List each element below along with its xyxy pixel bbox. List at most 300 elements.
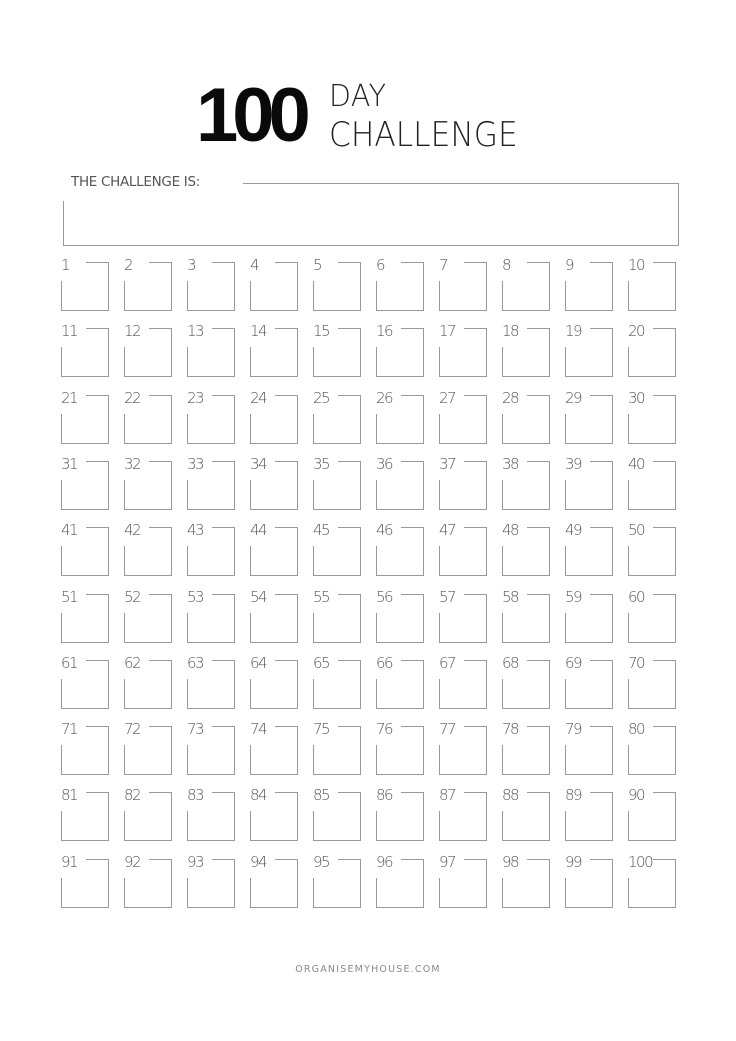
day-number: 69	[565, 654, 582, 672]
checkbox-border	[401, 262, 423, 263]
day-checkbox[interactable]	[313, 322, 363, 380]
checkbox-border	[187, 310, 235, 311]
checkbox-border	[149, 527, 171, 528]
day-number: 13	[187, 322, 204, 340]
checkbox-border	[439, 613, 440, 642]
checkbox-border	[423, 859, 424, 907]
day-number: 46	[376, 521, 393, 539]
day-number: 50	[628, 521, 645, 539]
day-number: 36	[376, 455, 393, 473]
checkbox-border	[124, 708, 172, 709]
footer-website: ORGANISEMYHOUSE.COM	[295, 964, 441, 975]
checkbox-border	[612, 527, 613, 575]
day-number: 79	[565, 720, 582, 738]
day-checkbox[interactable]	[187, 853, 237, 911]
day-number: 62	[124, 654, 141, 672]
checkbox-border	[313, 414, 314, 443]
checkbox-border	[439, 840, 487, 841]
checkbox-border	[565, 443, 613, 444]
checkbox-border	[124, 480, 125, 509]
day-checkbox[interactable]	[124, 322, 174, 380]
day-checkbox[interactable]	[61, 588, 111, 646]
checkbox-border	[234, 660, 235, 708]
checkbox-border	[675, 660, 676, 708]
day-number: 53	[187, 588, 204, 606]
day-number: 73	[187, 720, 204, 738]
day-checkbox[interactable]	[565, 322, 615, 380]
checkbox-border	[171, 395, 172, 443]
day-number: 74	[250, 720, 267, 738]
day-checkbox[interactable]	[376, 389, 426, 447]
day-checkbox[interactable]	[313, 720, 363, 778]
day-number: 67	[439, 654, 456, 672]
checkbox-border	[171, 660, 172, 708]
checkbox-border	[423, 461, 424, 509]
checkbox-border	[527, 660, 549, 661]
checkbox-border	[86, 660, 108, 661]
day-checkbox[interactable]	[376, 455, 426, 513]
checkbox-border	[338, 726, 360, 727]
checkbox-border	[486, 262, 487, 310]
checkbox-border	[376, 679, 377, 708]
day-number: 56	[376, 588, 393, 606]
day-checkbox[interactable]	[250, 389, 300, 447]
checkbox-border	[234, 262, 235, 310]
checkbox-border	[527, 328, 549, 329]
checkbox-border	[628, 679, 629, 708]
checkbox-border	[234, 395, 235, 443]
day-checkbox[interactable]	[187, 521, 237, 579]
checkbox-border	[338, 395, 360, 396]
checkbox-border	[439, 546, 440, 575]
checkbox-border	[250, 878, 251, 907]
title-number: 100	[196, 73, 305, 158]
day-checkbox[interactable]	[628, 322, 678, 380]
checkbox-border	[502, 878, 503, 907]
checkbox-border	[502, 480, 503, 509]
checkbox-border	[527, 859, 549, 860]
day-checkbox[interactable]	[628, 853, 678, 911]
checkbox-border	[401, 660, 423, 661]
checkbox-border	[612, 859, 613, 907]
checkbox-border	[124, 679, 125, 708]
day-checkbox[interactable]	[376, 853, 426, 911]
day-number: 77	[439, 720, 456, 738]
day-checkbox[interactable]	[628, 389, 678, 447]
checkbox-border	[124, 878, 125, 907]
day-checkbox[interactable]	[61, 389, 111, 447]
checkbox-border	[376, 376, 424, 377]
day-number: 29	[565, 389, 582, 407]
day-checkbox[interactable]	[628, 654, 678, 712]
checkbox-border	[590, 461, 612, 462]
checkbox-border	[212, 395, 234, 396]
day-checkbox[interactable]	[313, 853, 363, 911]
checkbox-border	[61, 613, 62, 642]
checkbox-border	[502, 907, 550, 908]
checkbox-border	[171, 726, 172, 774]
day-checkbox[interactable]	[250, 786, 300, 844]
day-checkbox[interactable]	[628, 256, 678, 314]
day-number: 88	[502, 786, 519, 804]
day-number: 64	[250, 654, 267, 672]
day-checkbox[interactable]	[565, 853, 615, 911]
day-checkbox[interactable]	[250, 654, 300, 712]
day-checkbox[interactable]	[565, 588, 615, 646]
checkbox-border	[124, 443, 172, 444]
day-checkbox[interactable]	[124, 853, 174, 911]
day-checkbox[interactable]	[376, 588, 426, 646]
checkbox-border	[628, 546, 629, 575]
day-checkbox[interactable]	[628, 455, 678, 513]
checkbox-border	[590, 660, 612, 661]
checkbox-border	[212, 527, 234, 528]
checkbox-border	[171, 461, 172, 509]
checkbox-border	[234, 328, 235, 376]
checkbox-border	[502, 811, 503, 840]
day-checkbox[interactable]	[313, 588, 363, 646]
checkbox-border	[250, 840, 298, 841]
checkbox-border	[549, 461, 550, 509]
checkbox-border	[313, 907, 361, 908]
checkbox-border	[360, 594, 361, 642]
checkbox-border	[250, 376, 298, 377]
day-checkbox[interactable]	[124, 389, 174, 447]
checkbox-border	[360, 859, 361, 907]
day-checkbox[interactable]	[502, 389, 552, 447]
day-checkbox[interactable]	[502, 720, 552, 778]
checkbox-border	[439, 414, 440, 443]
day-number: 85	[313, 786, 330, 804]
checkbox-border	[187, 509, 235, 510]
day-checkbox[interactable]	[250, 256, 300, 314]
day-checkbox[interactable]	[565, 521, 615, 579]
day-checkbox[interactable]	[250, 455, 300, 513]
day-checkbox[interactable]	[61, 455, 111, 513]
checkbox-border	[565, 745, 566, 774]
checkbox-border	[653, 594, 675, 595]
checkbox-border	[250, 414, 251, 443]
checkbox-border	[502, 840, 550, 841]
checkbox-border	[360, 660, 361, 708]
checkbox-border	[275, 660, 297, 661]
checkbox-border	[565, 878, 566, 907]
day-checkbox[interactable]	[565, 720, 615, 778]
checkbox-border	[108, 726, 109, 774]
day-checkbox[interactable]	[439, 455, 489, 513]
checkbox-border	[124, 613, 125, 642]
checkbox-border	[653, 461, 675, 462]
checkbox-border	[439, 708, 487, 709]
checkbox-border	[675, 328, 676, 376]
challenge-input[interactable]	[66, 188, 678, 244]
checkbox-border	[297, 328, 298, 376]
checkbox-border	[61, 708, 109, 709]
checkbox-border	[124, 811, 125, 840]
day-checkbox[interactable]	[439, 654, 489, 712]
day-checkbox[interactable]	[376, 521, 426, 579]
checkbox-border	[124, 310, 172, 311]
checkbox-border	[187, 642, 235, 643]
checkbox-border	[313, 281, 314, 310]
checkbox-border	[502, 575, 550, 576]
day-checkbox[interactable]	[250, 588, 300, 646]
checkbox-border	[149, 461, 171, 462]
day-checkbox[interactable]	[502, 256, 552, 314]
day-checkbox[interactable]	[439, 389, 489, 447]
day-checkbox[interactable]	[502, 322, 552, 380]
day-checkbox[interactable]	[61, 322, 111, 380]
day-number: 3	[187, 256, 196, 274]
day-checkbox[interactable]	[313, 786, 363, 844]
day-number: 25	[313, 389, 330, 407]
checkbox-border	[628, 414, 629, 443]
checkbox-border	[527, 792, 549, 793]
checkbox-border	[108, 328, 109, 376]
day-checkbox[interactable]	[502, 654, 552, 712]
checkbox-border	[439, 509, 487, 510]
checkbox-border	[675, 726, 676, 774]
day-checkbox[interactable]	[628, 720, 678, 778]
day-checkbox[interactable]	[502, 786, 552, 844]
day-checkbox[interactable]	[376, 654, 426, 712]
day-number: 33	[187, 455, 204, 473]
day-checkbox[interactable]	[502, 853, 552, 911]
day-checkbox[interactable]	[502, 588, 552, 646]
checkbox-border	[628, 708, 676, 709]
checkbox-border	[313, 811, 314, 840]
day-checkbox[interactable]	[250, 521, 300, 579]
day-checkbox[interactable]	[124, 521, 174, 579]
checkbox-border	[61, 347, 62, 376]
day-number: 66	[376, 654, 393, 672]
checkbox-border	[360, 262, 361, 310]
checkbox-border	[502, 310, 550, 311]
day-checkbox[interactable]	[124, 720, 174, 778]
day-checkbox[interactable]	[502, 521, 552, 579]
checkbox-border	[86, 461, 108, 462]
checkbox-border	[628, 642, 676, 643]
day-checkbox[interactable]	[61, 853, 111, 911]
day-checkbox[interactable]	[376, 720, 426, 778]
day-checkbox[interactable]	[439, 853, 489, 911]
checkbox-border	[187, 840, 235, 841]
day-checkbox[interactable]	[61, 521, 111, 579]
checkbox-border	[338, 527, 360, 528]
checkbox-border	[187, 347, 188, 376]
checkbox-border	[423, 594, 424, 642]
day-checkbox[interactable]	[439, 720, 489, 778]
checkbox-border	[149, 594, 171, 595]
day-checkbox[interactable]	[187, 322, 237, 380]
checkbox-border	[313, 509, 361, 510]
checkbox-border	[297, 726, 298, 774]
day-checkbox[interactable]	[565, 389, 615, 447]
checkbox-border	[612, 461, 613, 509]
day-checkbox[interactable]	[187, 455, 237, 513]
checkbox-border	[250, 347, 251, 376]
day-checkbox[interactable]	[313, 256, 363, 314]
checkbox-border	[628, 745, 629, 774]
checkbox-border	[149, 328, 171, 329]
day-number: 47	[439, 521, 456, 539]
day-checkbox[interactable]	[313, 455, 363, 513]
checkbox-border	[250, 708, 298, 709]
day-checkbox[interactable]	[124, 256, 174, 314]
day-number: 59	[565, 588, 582, 606]
day-number: 97	[439, 853, 456, 871]
day-checkbox[interactable]	[439, 256, 489, 314]
checkbox-border	[212, 726, 234, 727]
checkbox-border	[313, 708, 361, 709]
day-checkbox[interactable]	[628, 588, 678, 646]
checkbox-border	[250, 907, 298, 908]
day-number: 96	[376, 853, 393, 871]
checkbox-border	[124, 907, 172, 908]
day-checkbox[interactable]	[439, 588, 489, 646]
day-checkbox[interactable]	[565, 654, 615, 712]
day-number: 72	[124, 720, 141, 738]
checkbox-border	[108, 859, 109, 907]
day-number: 82	[124, 786, 141, 804]
checkbox-border	[502, 443, 550, 444]
checkbox-border	[275, 726, 297, 727]
checkbox-border	[360, 792, 361, 840]
day-checkbox[interactable]	[250, 720, 300, 778]
day-number: 95	[313, 853, 330, 871]
day-checkbox[interactable]	[187, 720, 237, 778]
checkbox-border	[549, 395, 550, 443]
checkbox-border	[338, 660, 360, 661]
checkbox-border	[439, 443, 487, 444]
day-checkbox[interactable]	[376, 786, 426, 844]
checkbox-border	[338, 328, 360, 329]
day-checkbox[interactable]	[313, 521, 363, 579]
day-checkbox[interactable]	[250, 322, 300, 380]
day-checkbox[interactable]	[439, 786, 489, 844]
day-checkbox[interactable]	[313, 654, 363, 712]
day-checkbox[interactable]	[124, 654, 174, 712]
day-checkbox[interactable]	[376, 322, 426, 380]
day-number: 83	[187, 786, 204, 804]
checkbox-border	[565, 679, 566, 708]
day-number: 63	[187, 654, 204, 672]
checkbox-border	[612, 792, 613, 840]
checkbox-border	[187, 376, 235, 377]
day-checkbox[interactable]	[565, 256, 615, 314]
checkbox-border	[297, 395, 298, 443]
checkbox-border	[61, 642, 109, 643]
day-number: 91	[61, 853, 78, 871]
day-number: 18	[502, 322, 519, 340]
day-number: 48	[502, 521, 519, 539]
day-number: 1	[61, 256, 70, 274]
checkbox-border	[338, 792, 360, 793]
checkbox-border	[565, 509, 613, 510]
day-checkbox[interactable]	[502, 455, 552, 513]
checkbox-border	[212, 262, 234, 263]
day-checkbox[interactable]	[187, 389, 237, 447]
day-checkbox[interactable]	[250, 853, 300, 911]
day-checkbox[interactable]	[124, 786, 174, 844]
checkbox-border	[360, 726, 361, 774]
checkbox-border	[502, 613, 503, 642]
day-checkbox[interactable]	[124, 588, 174, 646]
checkbox-border	[675, 395, 676, 443]
day-checkbox[interactable]	[187, 256, 237, 314]
checkbox-border	[628, 443, 676, 444]
day-checkbox[interactable]	[187, 654, 237, 712]
checkbox-border	[464, 859, 486, 860]
checkbox-border	[565, 575, 613, 576]
checkbox-border	[401, 726, 423, 727]
checkbox-border	[376, 310, 424, 311]
checkbox-border	[250, 774, 298, 775]
checkbox-border	[108, 594, 109, 642]
day-checkbox[interactable]	[187, 588, 237, 646]
checkbox-border	[313, 642, 361, 643]
day-checkbox[interactable]	[628, 521, 678, 579]
day-number: 81	[61, 786, 78, 804]
day-checkbox[interactable]	[439, 322, 489, 380]
day-number: 58	[502, 588, 519, 606]
checkbox-border	[234, 726, 235, 774]
checkbox-border	[108, 395, 109, 443]
checkbox-border	[401, 594, 423, 595]
checkbox-border	[439, 745, 440, 774]
checkbox-border	[360, 395, 361, 443]
day-checkbox[interactable]	[61, 256, 111, 314]
checkbox-border	[149, 262, 171, 263]
checkbox-border	[250, 811, 251, 840]
day-number: 4	[250, 256, 259, 274]
checkbox-border	[360, 461, 361, 509]
day-checkbox[interactable]	[565, 786, 615, 844]
challenge-box-right-line	[678, 183, 679, 245]
day-number: 49	[565, 521, 582, 539]
day-checkbox[interactable]	[187, 786, 237, 844]
checkbox-border	[250, 281, 251, 310]
day-checkbox[interactable]	[439, 521, 489, 579]
checkbox-border	[313, 679, 314, 708]
checkbox-border	[464, 792, 486, 793]
checkbox-border	[653, 328, 675, 329]
checkbox-border	[502, 679, 503, 708]
day-checkbox[interactable]	[313, 389, 363, 447]
checkbox-border	[439, 679, 440, 708]
day-number: 54	[250, 588, 267, 606]
day-number: 8	[502, 256, 511, 274]
checkbox-border	[171, 594, 172, 642]
checkbox-border	[61, 679, 62, 708]
day-checkbox[interactable]	[628, 786, 678, 844]
day-checkbox[interactable]	[376, 256, 426, 314]
checkbox-border	[502, 509, 550, 510]
day-checkbox[interactable]	[61, 786, 111, 844]
checkbox-border	[565, 347, 566, 376]
day-checkbox[interactable]	[565, 455, 615, 513]
checkbox-border	[590, 262, 612, 263]
day-checkbox[interactable]	[124, 455, 174, 513]
day-number: 93	[187, 853, 204, 871]
day-checkbox[interactable]	[61, 720, 111, 778]
checkbox-border	[86, 527, 108, 528]
checkbox-border	[565, 613, 566, 642]
checkbox-border	[502, 745, 503, 774]
checkbox-border	[86, 328, 108, 329]
day-checkbox[interactable]	[61, 654, 111, 712]
checkbox-border	[275, 859, 297, 860]
